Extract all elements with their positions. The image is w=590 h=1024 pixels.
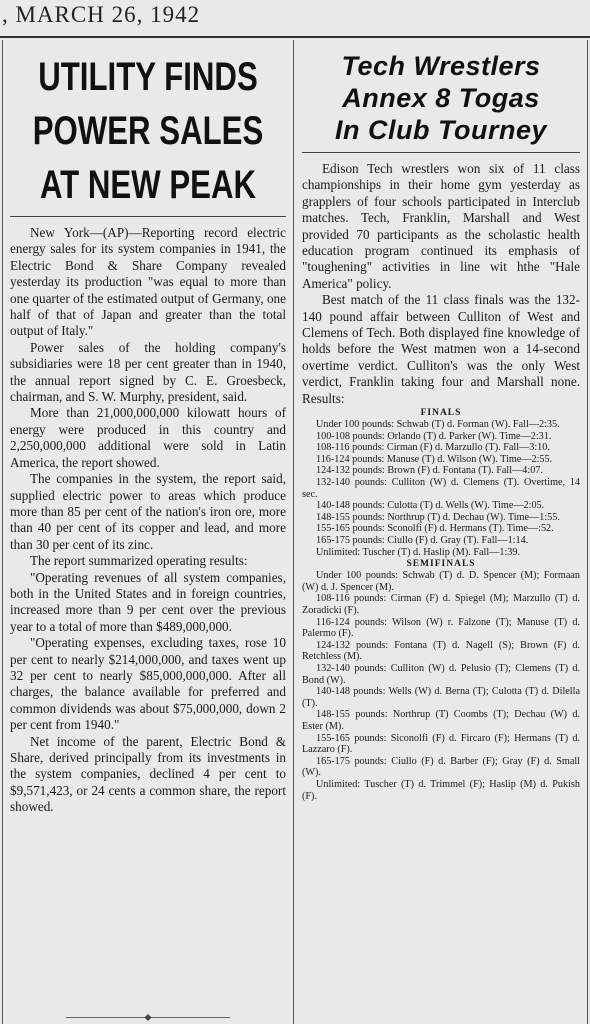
result-line: 116-124 pounds: Wilson (W) r. Falzone (T); Manuse (T) d. Palermo (F). — [302, 616, 580, 640]
result-line: 132-140 pounds: Culliton (W) d. Clemens (T). Overtime, 14 sec. — [302, 477, 580, 500]
article-paragraph: Edison Tech wrestlers won six of 11 class championships in their home gym yesterday as grapplers of four schools participated in Interclub matches. Tech, Franklin, Marshall and West provided 70 participants as the scholastic health education program continued its emphasis of "toughening" activities in line wit hthe "Hale America" policy. — [302, 161, 580, 291]
result-line: 148-155 pounds: Northrup (T) Coombs (T); Dechau (W) d. Ester (M). — [302, 709, 580, 732]
headline-rule — [302, 152, 580, 153]
semifinals-results — [298, 570, 584, 802]
top-rule — [0, 36, 590, 38]
column-rule-right — [587, 40, 588, 1024]
result-line: 140-148 pounds: Culotta (T) d. Wells (W). Time—2:05. — [316, 500, 545, 512]
result-line: 108-116 pounds: Cirman (F) d. Spiegel (M); Marzullo (T) d. Zoradicki (F). — [302, 593, 580, 616]
result-line: 148-155 pounds: Northrup (T) d. Dechau (W). Time—1:55. — [316, 511, 560, 523]
article-paragraph: The report summarized operating results: — [30, 553, 248, 569]
article-paragraph: Power sales of the holding company's subsidiaries were 18 per cent greater than in 1940, the annual report signed by C. E. Groesbeck, chairman, and S. W. Murphy, president, said. — [10, 339, 286, 405]
result-line: Unlimited: Tuscher (T) d. Haslip (M). Fall—1:39. — [316, 546, 521, 558]
finals-subhead: FINALS — [420, 408, 462, 419]
utility-article — [6, 40, 290, 1024]
result-line: 100-108 pounds: Orlando (T) d. Parker (W). Time—2:31. — [316, 430, 552, 442]
article-paragraph: Best match of the 11 class finals was the 132-140 pound affair between Culliton of West and Clemens of Tech. Both displayed fine knowledge of holds before the West matmen won a 14-second overtime verdict. Culliton's was the only West verdict, Franklin taking four and Marshall none. Results: — [302, 292, 580, 406]
finals-results — [298, 419, 584, 558]
result-line: Under 100 pounds: Schwab (T) d. Forman (W). Fall—2:35. — [316, 419, 560, 431]
result-line: 165-175 pounds: Ciullo (F) d. Barber (F); Gray (F) d. Small (W). — [302, 755, 580, 779]
utility-body — [6, 225, 290, 816]
headline-line: UTILITY FINDS — [38, 55, 258, 99]
result-line: 132-140 pounds: Culliton (W) d. Pelusio (T); Clemens (T) d. Bond (W). — [302, 662, 580, 686]
article-paragraph: More than 21,000,000,000 kilowatt hours of energy were produced in this country and 2,250,000,000 additional were sold in Latin America, the report showed. — [10, 405, 286, 470]
result-line: 155-165 pounds: Sconolfi (F) d. Hermans (T). Time—:52. — [316, 523, 554, 535]
article-paragraph: The companies in the system, the report said, supplied electric power to areas which produce more than 85 per cent of the nation's iron ore, more than 40 per cent of its copper and lead, and more than 30 per cent of its zinc. — [10, 471, 286, 552]
result-line: 165-175 pounds: Ciullo (F) d. Gray (T). Fall—1:14. — [316, 535, 529, 547]
result-line: 140-148 pounds: Wells (W) d. Berna (T); Culotta (T) d. Dilella (T). — [302, 686, 580, 709]
result-line: 124-132 pounds: Brown (F) d. Fontana (T). Fall—4:07. — [316, 465, 543, 477]
article-paragraph: New York—(AP)—Reporting record electric energy sales for its system companies in 1941, the Electric Bond & Share Company revealed yesterday its production "was equal to more than one quarter of the estimated output of Germany, one half of that of Japan and greater than the total output of Italy." — [10, 225, 286, 339]
semifinals-subhead: SEMIFINALS — [406, 559, 476, 570]
wrestling-headline — [298, 50, 584, 146]
wrestling-body — [298, 161, 584, 407]
result-line: 124-132 pounds: Fontana (T) d. Nagell (S); Brown (F) d. Retchless (M). — [302, 639, 580, 663]
article-paragraph: Net income of the parent, Electric Bond & Share, derived principally from its investments in the system companies, declined 4 per cent to $9,571,423, or 24 cents a common share, the report showed. — [10, 733, 286, 815]
column-rule-middle — [293, 40, 294, 1024]
headline-rule — [10, 216, 286, 217]
result-line: 155-165 pounds: Siconolfi (F) d. Fircaro (F); Hermans (T) d. Lazzaro (F). — [302, 732, 580, 756]
end-dash — [66, 1017, 230, 1018]
result-line: Unlimited: Tuscher (T) d. Trimmel (F); Haslip (M) d. Pukish (F). — [302, 778, 580, 802]
headline-line: POWER SALES — [32, 109, 264, 153]
article-paragraph: "Operating revenues of all system companies, both in the United States and in foreign countries, increased more than 9 per cent over the previous year to a total of more than $489,000,000. — [10, 569, 286, 634]
headline-line: AT NEW PEAK — [39, 163, 257, 207]
headline-line: Tech Wrestlers — [341, 51, 541, 81]
headline-line: Annex 8 Togas — [342, 83, 540, 113]
result-line: Under 100 pounds: Schwab (T) d. D. Spencer (M); Formaan (W) d. J. Spencer (M). — [302, 570, 580, 593]
column-rule-left — [2, 40, 3, 1024]
article-paragraph: "Operating expenses, excluding taxes, rose 10 per cent to nearly $214,000,000, and taxes went up 32 per cent to nearly $85,000,000,000. After all charges, the balance available for preferred and common dividends was about $75,000,000, down 2 per cent from 1940." — [10, 635, 286, 733]
result-line: 108-116 pounds: Cirman (F) d. Marzullo (T). Fall—3:10. — [316, 442, 550, 454]
wrestling-article — [298, 40, 584, 1024]
dateline: , MARCH 26, 1942 — [2, 2, 201, 27]
result-line: 116-124 pounds: Manuse (T) d. Wilson (W). Time—2:55. — [316, 453, 553, 465]
headline-line: In Club Tourney — [335, 115, 547, 145]
utility-headline — [6, 50, 290, 212]
